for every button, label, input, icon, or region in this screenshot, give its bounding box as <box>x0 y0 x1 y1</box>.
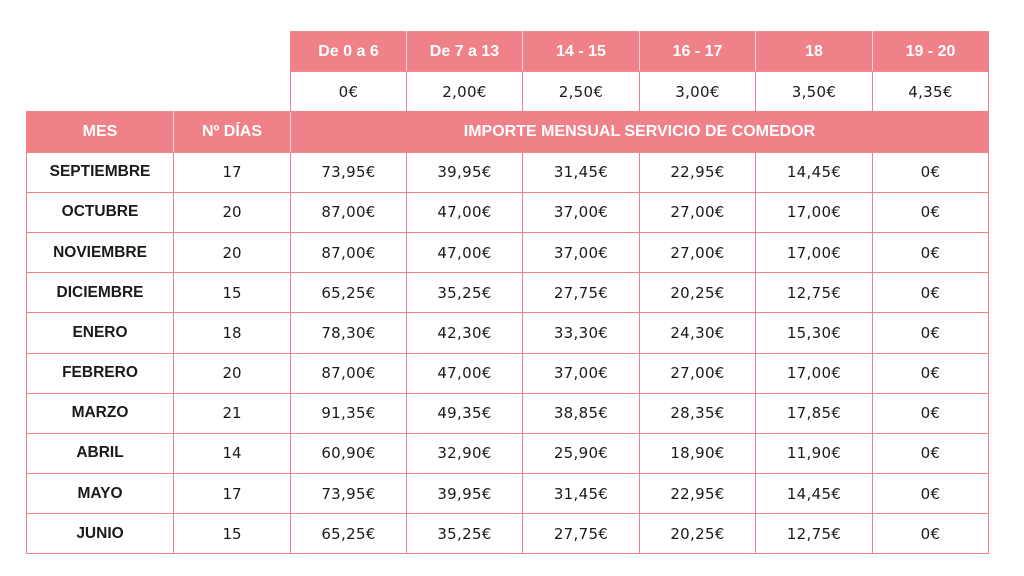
days-cell: 20 <box>174 232 291 272</box>
age-bracket-header: De 7 a 13 <box>407 32 523 72</box>
amount-cell: 0€ <box>873 152 989 192</box>
amount-cell: 39,95€ <box>407 152 523 192</box>
daily-price-cell: 4,35€ <box>873 72 989 112</box>
amount-cell: 25,90€ <box>523 433 640 473</box>
amount-cell: 12,75€ <box>756 273 873 313</box>
amount-cell: 17,00€ <box>756 232 873 272</box>
days-column-header: Nº DÍAS <box>174 112 291 152</box>
days-cell: 15 <box>174 273 291 313</box>
month-cell: ENERO <box>27 313 174 353</box>
amount-cell: 35,25€ <box>407 273 523 313</box>
amount-cell: 32,90€ <box>407 433 523 473</box>
daily-price-cell: 3,50€ <box>756 72 873 112</box>
month-cell: OCTUBRE <box>27 192 174 232</box>
daily-price-cell: 3,00€ <box>640 72 756 112</box>
table-row <box>27 474 989 514</box>
amount-cell: 42,30€ <box>407 313 523 353</box>
amount-cell: 0€ <box>873 514 989 554</box>
month-cell: SEPTIEMBRE <box>27 152 174 192</box>
month-cell: FEBRERO <box>27 353 174 393</box>
empty-corner-cell <box>174 32 291 72</box>
amount-cell: 37,00€ <box>523 192 640 232</box>
amount-cell: 37,00€ <box>523 232 640 272</box>
amount-cell: 33,30€ <box>523 313 640 353</box>
days-cell: 21 <box>174 393 291 433</box>
amount-cell: 78,30€ <box>291 313 407 353</box>
days-cell: 18 <box>174 313 291 353</box>
amount-cell: 31,45€ <box>523 152 640 192</box>
amount-cell: 15,30€ <box>756 313 873 353</box>
age-bracket-header: 19 - 20 <box>873 32 989 72</box>
amount-cell: 47,00€ <box>407 192 523 232</box>
amount-cell: 14,45€ <box>756 152 873 192</box>
table-row <box>27 313 989 353</box>
amount-cell: 0€ <box>873 474 989 514</box>
amount-cell: 12,75€ <box>756 514 873 554</box>
amount-cell: 27,00€ <box>640 353 756 393</box>
amount-cell: 20,25€ <box>640 514 756 554</box>
amount-cell: 11,90€ <box>756 433 873 473</box>
amount-cell: 27,75€ <box>523 514 640 554</box>
days-cell: 20 <box>174 192 291 232</box>
amount-cell: 73,95€ <box>291 152 407 192</box>
amount-cell: 65,25€ <box>291 273 407 313</box>
month-cell: ABRIL <box>27 433 174 473</box>
school-canteen-fee-table <box>26 31 989 554</box>
days-cell: 15 <box>174 514 291 554</box>
amount-cell: 17,85€ <box>756 393 873 433</box>
amount-cell: 0€ <box>873 273 989 313</box>
amount-cell: 38,85€ <box>523 393 640 433</box>
amount-cell: 47,00€ <box>407 353 523 393</box>
table-row <box>27 353 989 393</box>
daily-price-cell: 2,50€ <box>523 72 640 112</box>
age-bracket-header: 18 <box>756 32 873 72</box>
amount-cell: 87,00€ <box>291 192 407 232</box>
amount-cell: 0€ <box>873 192 989 232</box>
amount-cell: 87,00€ <box>291 232 407 272</box>
amount-cell: 60,90€ <box>291 433 407 473</box>
daily-price-cell: 0€ <box>291 72 407 112</box>
month-cell: JUNIO <box>27 514 174 554</box>
month-cell: MAYO <box>27 474 174 514</box>
table-row <box>27 393 989 433</box>
amount-cell: 20,25€ <box>640 273 756 313</box>
table-row <box>27 433 989 473</box>
days-cell: 17 <box>174 152 291 192</box>
amount-cell: 31,45€ <box>523 474 640 514</box>
daily-price-row <box>27 72 989 112</box>
amount-cell: 14,45€ <box>756 474 873 514</box>
monthly-amount-header: IMPORTE MENSUAL SERVICIO DE COMEDOR <box>291 112 989 152</box>
amount-cell: 47,00€ <box>407 232 523 272</box>
amount-cell: 17,00€ <box>756 192 873 232</box>
amount-cell: 27,00€ <box>640 232 756 272</box>
month-cell: NOVIEMBRE <box>27 232 174 272</box>
amount-cell: 18,90€ <box>640 433 756 473</box>
amount-cell: 22,95€ <box>640 474 756 514</box>
amount-cell: 28,35€ <box>640 393 756 433</box>
amount-cell: 17,00€ <box>756 353 873 393</box>
amount-cell: 0€ <box>873 353 989 393</box>
amount-cell: 49,35€ <box>407 393 523 433</box>
amount-cell: 87,00€ <box>291 353 407 393</box>
amount-cell: 37,00€ <box>523 353 640 393</box>
daily-price-cell: 2,00€ <box>407 72 523 112</box>
table-row <box>27 273 989 313</box>
table-row <box>27 152 989 192</box>
table-row <box>27 192 989 232</box>
age-bracket-header: De 0 a 6 <box>291 32 407 72</box>
amount-cell: 24,30€ <box>640 313 756 353</box>
amount-cell: 0€ <box>873 313 989 353</box>
amount-cell: 65,25€ <box>291 514 407 554</box>
empty-corner-cell <box>27 32 174 72</box>
table-row <box>27 232 989 272</box>
age-bracket-header: 16 - 17 <box>640 32 756 72</box>
age-bracket-header-row <box>27 32 989 72</box>
table-row <box>27 514 989 554</box>
amount-cell: 0€ <box>873 393 989 433</box>
month-cell: DICIEMBRE <box>27 273 174 313</box>
amount-cell: 91,35€ <box>291 393 407 433</box>
amount-cell: 0€ <box>873 232 989 272</box>
days-cell: 14 <box>174 433 291 473</box>
amount-cell: 22,95€ <box>640 152 756 192</box>
amount-cell: 0€ <box>873 433 989 473</box>
column-header-row <box>27 112 989 152</box>
amount-cell: 73,95€ <box>291 474 407 514</box>
age-bracket-header: 14 - 15 <box>523 32 640 72</box>
empty-corner-cell <box>174 72 291 112</box>
amount-cell: 39,95€ <box>407 474 523 514</box>
days-cell: 17 <box>174 474 291 514</box>
month-cell: MARZO <box>27 393 174 433</box>
amount-cell: 35,25€ <box>407 514 523 554</box>
days-cell: 20 <box>174 353 291 393</box>
amount-cell: 27,00€ <box>640 192 756 232</box>
empty-corner-cell <box>27 72 174 112</box>
amount-cell: 27,75€ <box>523 273 640 313</box>
month-column-header: MES <box>27 112 174 152</box>
